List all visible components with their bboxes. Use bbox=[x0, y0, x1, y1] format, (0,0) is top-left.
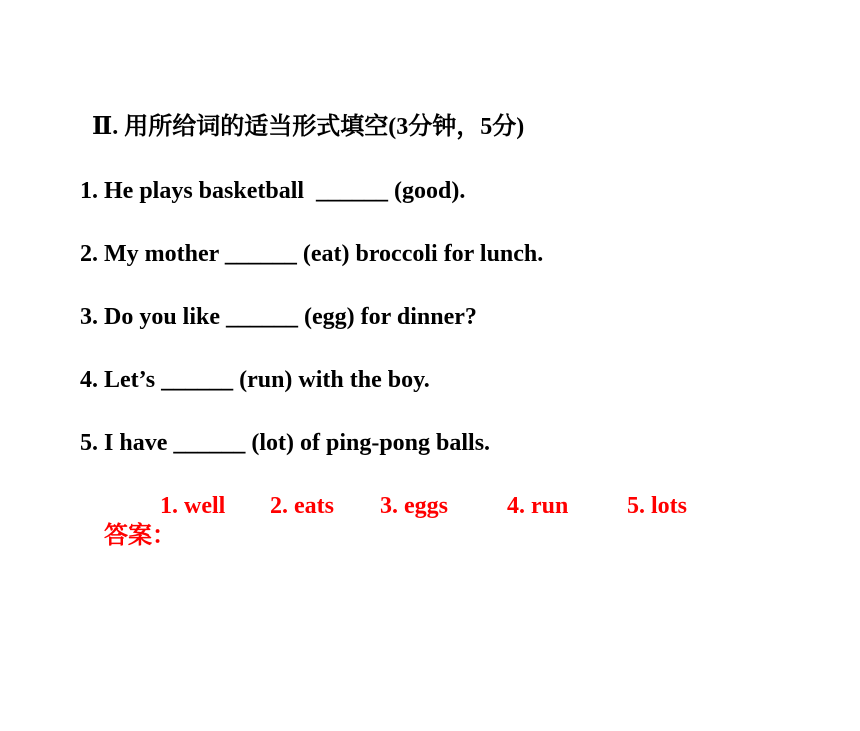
answer-2: 2. eats bbox=[270, 493, 334, 519]
answer-5: 5. lots bbox=[627, 493, 687, 519]
answer-3: 3. eggs bbox=[380, 493, 448, 519]
answer-key bbox=[80, 491, 687, 731]
question-2: 2. My mother ______ (eat) broccoli for lunch. bbox=[80, 241, 544, 267]
question-1: 1. He plays basketball ______ (good). bbox=[80, 178, 466, 204]
answer-label: 答案： bbox=[104, 523, 176, 549]
answer-1: 1. well bbox=[160, 493, 226, 519]
exercise-title: Ⅱ. 用所给词的适当形式填空(3分钟，5分) bbox=[92, 114, 525, 140]
question-5: 5. I have ______ (lot) of ping-pong balls. bbox=[80, 430, 491, 456]
question-3: 3. Do you like ______ (egg) for dinner? bbox=[80, 304, 477, 330]
question-4: 4. Let’s ______ (run) with the boy. bbox=[80, 367, 430, 393]
answer-4: 4. run bbox=[507, 493, 569, 519]
